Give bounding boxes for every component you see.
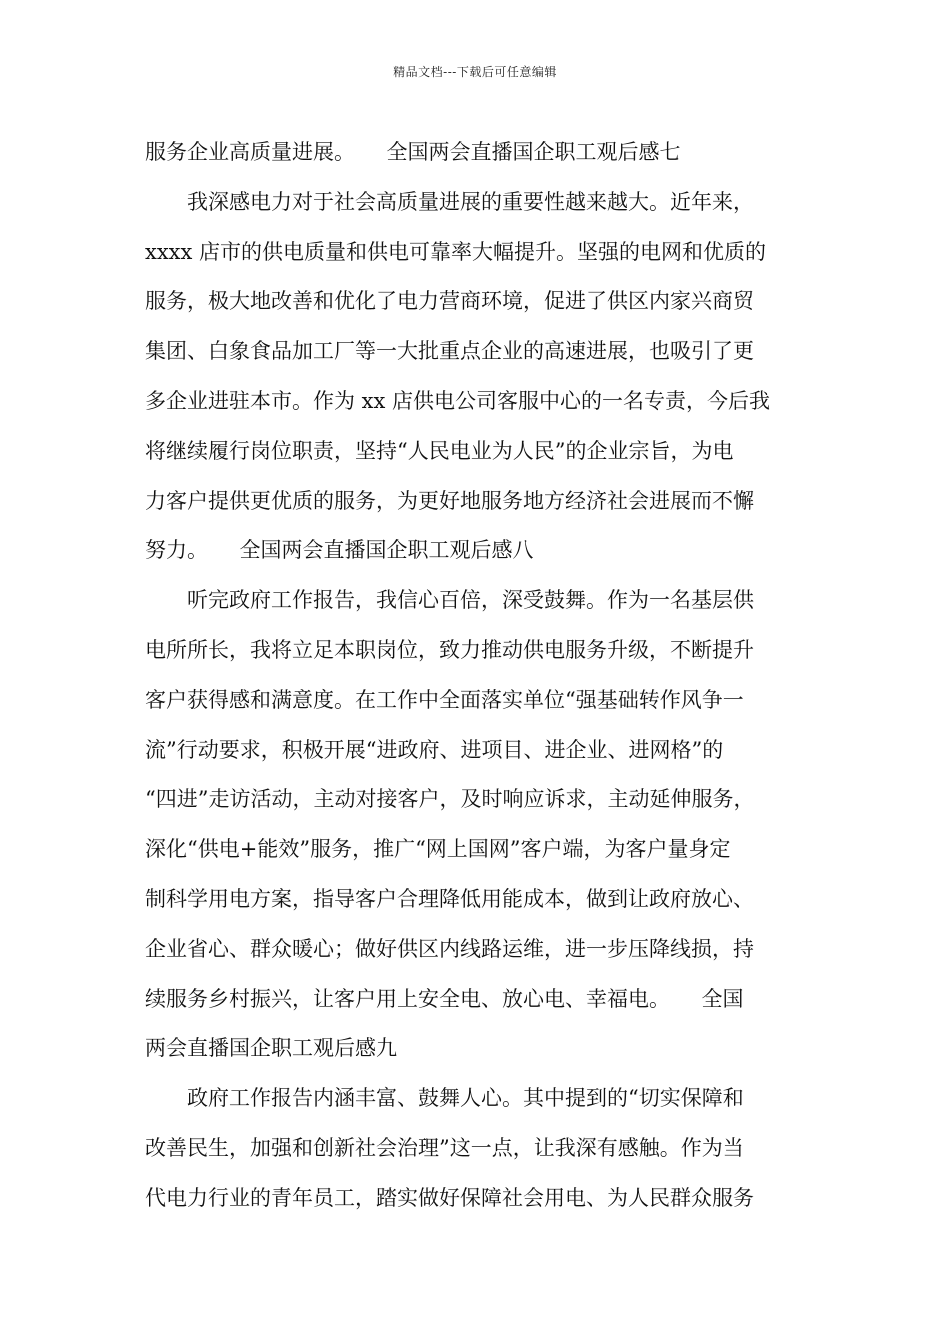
text-line: 企业省心、群众暖心；做好供区内线路运维，进一步压降线损，持 xyxy=(145,936,754,961)
text-line: 多企业进驻本市。作为 xx 店供电公司客服中心的一名专责，今后我 xyxy=(145,388,771,413)
text-line: 两会直播国企职工观后感九 xyxy=(145,1036,397,1061)
text-line: 电所所长，我将立足本职岗位，致力推动供电服务升级，不断提升 xyxy=(145,637,754,662)
text-line: 服务，极大地改善和优化了电力营商环境，促进了供区内家兴商贸 xyxy=(145,289,754,314)
text-line: 深化“供电+能效”服务，推广“网上国网”客户端，为客户量身定 xyxy=(145,837,731,862)
text-line: 努力。 全国两会直播国企职工观后感八 xyxy=(145,538,534,563)
text-line: 集团、白象食品加工厂等一大批重点企业的高速进展，也吸引了更 xyxy=(145,339,754,364)
text-line: 制科学用电方案，指导客户合理降低用能成本，做到让政府放心、 xyxy=(145,886,754,911)
text-line: 力客户提供更优质的服务，为更好地服务地方经济社会进展而不懈 xyxy=(145,488,754,513)
text-line: 续服务乡村振兴，让客户用上安全电、放心电、幸福电。 全国 xyxy=(145,986,744,1011)
text-line: 政府工作报告内涵丰富、鼓舞人心。其中提到的“切实保障和 xyxy=(145,1086,744,1111)
text-line: 将继续履行岗位职责，坚持“人民电业为人民”的企业宗旨，为电 xyxy=(145,438,734,463)
text-line: “四进”走访活动，主动对接客户，及时响应诉求，主动延伸服务， xyxy=(145,787,755,812)
text-line: 代电力行业的青年员工，踏实做好保障社会用电、为人民群众服务 xyxy=(145,1185,754,1210)
text-line: 改善民生，加强和创新社会治理”这一点，让我深有感触。作为当 xyxy=(145,1135,744,1160)
text-line: 我深感电力对于社会高质量进展的重要性越来越大。近年来， xyxy=(145,189,754,214)
text-line: 客户获得感和满意度。在工作中全面落实单位“强基础转作风争一 xyxy=(145,687,744,712)
page-header: 精品文档---下载后可任意编辑 xyxy=(393,65,557,79)
text-line: 听完政府工作报告，我信心百倍，深受鼓舞。作为一名基层供 xyxy=(145,588,754,613)
body-text xyxy=(145,128,810,1224)
text-line: xxxx 店市的供电质量和供电可靠率大幅提升。坚强的电网和优质的 xyxy=(145,239,767,264)
text-line: 服务企业高质量进展。 全国两会直播国企职工观后感七 xyxy=(145,140,681,164)
text-line: 流”行动要求，积极开展“进政府、进项目、进企业、进网格”的 xyxy=(145,737,724,762)
